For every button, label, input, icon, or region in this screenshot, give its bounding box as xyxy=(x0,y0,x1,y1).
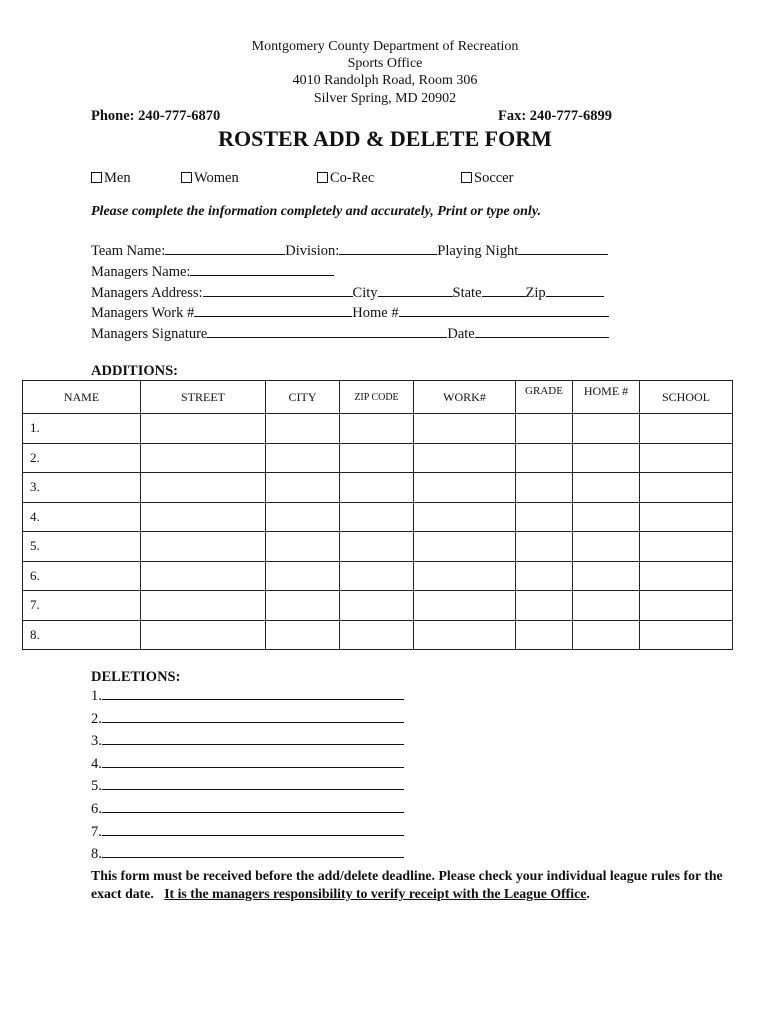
deletion-line xyxy=(91,687,404,705)
table-cell[interactable] xyxy=(340,620,414,650)
date-field[interactable] xyxy=(475,325,609,338)
row-number-cell[interactable]: 3. xyxy=(23,473,141,503)
table-row xyxy=(23,532,733,562)
table-cell[interactable] xyxy=(516,561,573,591)
division-label: Division: xyxy=(285,243,340,259)
table-cell[interactable] xyxy=(640,561,733,591)
table-cell[interactable] xyxy=(340,414,414,444)
table-cell[interactable] xyxy=(640,473,733,503)
checkbox-label: Co-Rec xyxy=(330,170,375,186)
footer-underlined-text: It is the managers responsibility to verify receipt with the League Office xyxy=(164,886,587,901)
home-label: Home # xyxy=(352,305,399,321)
column-header-school: SCHOOL xyxy=(640,381,733,414)
table-cell[interactable] xyxy=(340,502,414,532)
table-cell[interactable] xyxy=(640,620,733,650)
table-cell[interactable] xyxy=(141,561,266,591)
deletion-number: 4. xyxy=(91,755,102,772)
table-cell[interactable] xyxy=(141,620,266,650)
table-cell[interactable] xyxy=(414,532,516,562)
table-row xyxy=(23,561,733,591)
table-header-row xyxy=(23,381,733,414)
managers-signature-field[interactable] xyxy=(207,325,447,338)
address-line-2: Silver Spring, MD 20902 xyxy=(313,91,457,106)
playing-night-label: Playing Night xyxy=(437,243,519,259)
managers-name-field[interactable] xyxy=(190,263,334,276)
deletion-number: 5. xyxy=(91,778,102,795)
instructions: Please complete the information completely and accurately, Print or type only. xyxy=(91,204,542,219)
column-header-zip-code: ZIP CODE xyxy=(340,381,414,414)
table-cell[interactable] xyxy=(414,473,516,503)
zip-label: Zip xyxy=(525,285,546,301)
table-cell[interactable] xyxy=(266,414,340,444)
deletion-field[interactable] xyxy=(102,823,404,836)
deletion-number: 1. xyxy=(91,688,102,704)
table-row xyxy=(23,591,733,621)
table-cell[interactable] xyxy=(640,443,733,473)
managers-signature-row xyxy=(91,325,609,343)
deletion-line xyxy=(91,800,404,818)
home-field[interactable] xyxy=(399,304,609,317)
column-header-grade: GRADE xyxy=(516,381,573,414)
date-label: Date xyxy=(447,326,475,342)
column-header-work: WORK# xyxy=(414,381,516,414)
table-cell[interactable] xyxy=(141,473,266,503)
checkbox-box[interactable] xyxy=(181,172,192,183)
city-label: City xyxy=(352,285,378,301)
table-cell[interactable] xyxy=(141,591,266,621)
table-cell[interactable] xyxy=(516,532,573,562)
deletion-line xyxy=(91,823,404,841)
footer-end: . xyxy=(586,886,590,901)
state-field[interactable] xyxy=(482,284,526,297)
managers-address-row xyxy=(91,284,604,302)
deletion-number: 3. xyxy=(91,733,102,750)
deletion-line xyxy=(91,732,404,750)
deletion-line xyxy=(91,710,404,728)
table-cell[interactable] xyxy=(573,561,640,591)
office-name: Sports Office xyxy=(347,56,423,71)
additions-table xyxy=(22,380,733,650)
table-cell[interactable] xyxy=(516,473,573,503)
additions-label: ADDITIONS: xyxy=(91,363,179,379)
deletion-field[interactable] xyxy=(102,845,404,858)
table-cell[interactable] xyxy=(414,443,516,473)
team-name-label: Team Name: xyxy=(91,243,166,259)
org-name: Montgomery County Department of Recreation xyxy=(251,39,519,54)
table-row xyxy=(23,414,733,444)
row-number-cell[interactable]: 6. xyxy=(23,561,141,591)
deletion-number: 8. xyxy=(91,846,102,863)
deletion-field[interactable] xyxy=(102,732,404,745)
table-cell[interactable] xyxy=(266,532,340,562)
column-header-name: NAME xyxy=(23,381,141,414)
managers-signature-label: Managers Signature xyxy=(91,326,208,342)
deletion-number: 2. xyxy=(91,710,102,727)
table-cell[interactable] xyxy=(414,502,516,532)
managers-work-field[interactable] xyxy=(194,304,352,317)
checkbox-soccer[interactable] xyxy=(461,170,513,187)
row-number-cell[interactable]: 8. xyxy=(23,620,141,650)
table-cell[interactable] xyxy=(573,620,640,650)
row-number-cell[interactable]: 5. xyxy=(23,532,141,562)
table-cell[interactable] xyxy=(141,532,266,562)
managers-work-label: Managers Work # xyxy=(91,305,195,321)
managers-address-field[interactable] xyxy=(203,284,353,297)
table-cell[interactable] xyxy=(516,414,573,444)
deletion-line xyxy=(91,777,404,795)
checkbox-box[interactable] xyxy=(461,172,472,183)
deletion-field[interactable] xyxy=(102,687,404,700)
city-field[interactable] xyxy=(378,284,453,297)
table-cell[interactable] xyxy=(640,532,733,562)
footer-notice xyxy=(91,867,741,903)
table-cell[interactable] xyxy=(640,591,733,621)
checkbox-box[interactable] xyxy=(91,172,102,183)
footer-text: This form must be received before the add/delete deadline. Please check your individual league rules for the exact date. xyxy=(91,868,723,901)
table-cell[interactable] xyxy=(266,473,340,503)
checkbox-label: Soccer xyxy=(474,170,514,186)
table-cell[interactable] xyxy=(340,443,414,473)
table-cell[interactable] xyxy=(414,561,516,591)
fax-number: Fax: 240-777-6899 xyxy=(498,108,612,124)
checkbox-label: Men xyxy=(104,170,131,186)
managers-name-label: Managers Name: xyxy=(91,264,191,280)
managers-name-row xyxy=(91,263,334,281)
deletion-line xyxy=(91,845,404,863)
table-cell[interactable] xyxy=(266,502,340,532)
table-row xyxy=(23,502,733,532)
table-cell[interactable] xyxy=(141,443,266,473)
table-cell[interactable] xyxy=(573,532,640,562)
deletion-number: 7. xyxy=(91,823,102,840)
table-cell[interactable] xyxy=(340,561,414,591)
deletion-field[interactable] xyxy=(102,755,404,768)
zip-field[interactable] xyxy=(546,284,604,297)
team-info-row xyxy=(91,242,608,260)
row-number-cell[interactable]: 4. xyxy=(23,502,141,532)
checkbox-co-rec[interactable] xyxy=(317,170,374,187)
table-row xyxy=(23,620,733,650)
team-name-field[interactable] xyxy=(165,242,285,255)
table-cell[interactable] xyxy=(573,443,640,473)
deletion-field[interactable] xyxy=(102,777,404,790)
playing-night-field[interactable] xyxy=(518,242,608,255)
table-cell[interactable] xyxy=(340,473,414,503)
table-cell[interactable] xyxy=(340,532,414,562)
table-cell[interactable] xyxy=(414,620,516,650)
table-cell[interactable] xyxy=(266,443,340,473)
table-cell[interactable] xyxy=(573,591,640,621)
table-cell[interactable] xyxy=(640,414,733,444)
table-cell[interactable] xyxy=(266,561,340,591)
division-field[interactable] xyxy=(339,242,437,255)
row-number-cell[interactable]: 1. xyxy=(23,414,141,444)
checkbox-box[interactable] xyxy=(317,172,328,183)
address-line-1: 4010 Randolph Road, Room 306 xyxy=(292,73,478,88)
table-row xyxy=(23,473,733,503)
table-cell[interactable] xyxy=(573,414,640,444)
table-cell[interactable] xyxy=(340,591,414,621)
table-cell[interactable] xyxy=(640,502,733,532)
table-cell[interactable] xyxy=(516,591,573,621)
deletion-field[interactable] xyxy=(102,800,404,813)
row-number-cell[interactable]: 7. xyxy=(23,591,141,621)
form-title: ROSTER ADD & DELETE FORM xyxy=(218,126,552,151)
column-header-city: CITY xyxy=(266,381,340,414)
table-cell[interactable] xyxy=(141,414,266,444)
table-cell[interactable] xyxy=(141,502,266,532)
table-cell[interactable] xyxy=(414,414,516,444)
deletion-field[interactable] xyxy=(102,710,404,723)
deletion-number: 6. xyxy=(91,801,102,817)
deletions-label: DELETIONS: xyxy=(91,669,181,685)
deletion-line xyxy=(91,755,404,773)
table-cell[interactable] xyxy=(266,591,340,621)
checkbox-women[interactable] xyxy=(181,170,239,187)
checkbox-men[interactable] xyxy=(91,170,131,187)
state-label: State xyxy=(452,285,482,301)
managers-address-label: Managers Address: xyxy=(91,285,203,301)
checkbox-label: Women xyxy=(194,170,239,186)
table-cell[interactable] xyxy=(516,502,573,532)
table-row xyxy=(23,443,733,473)
managers-phone-row xyxy=(91,304,609,322)
column-header-home: HOME # xyxy=(573,381,640,414)
table-cell[interactable] xyxy=(573,473,640,503)
column-header-street: STREET xyxy=(141,381,266,414)
phone-number: Phone: 240-777-6870 xyxy=(91,108,221,124)
table-cell[interactable] xyxy=(414,591,516,621)
table-cell[interactable] xyxy=(266,620,340,650)
table-cell[interactable] xyxy=(516,443,573,473)
table-cell[interactable] xyxy=(516,620,573,650)
table-cell[interactable] xyxy=(573,502,640,532)
row-number-cell[interactable]: 2. xyxy=(23,443,141,473)
